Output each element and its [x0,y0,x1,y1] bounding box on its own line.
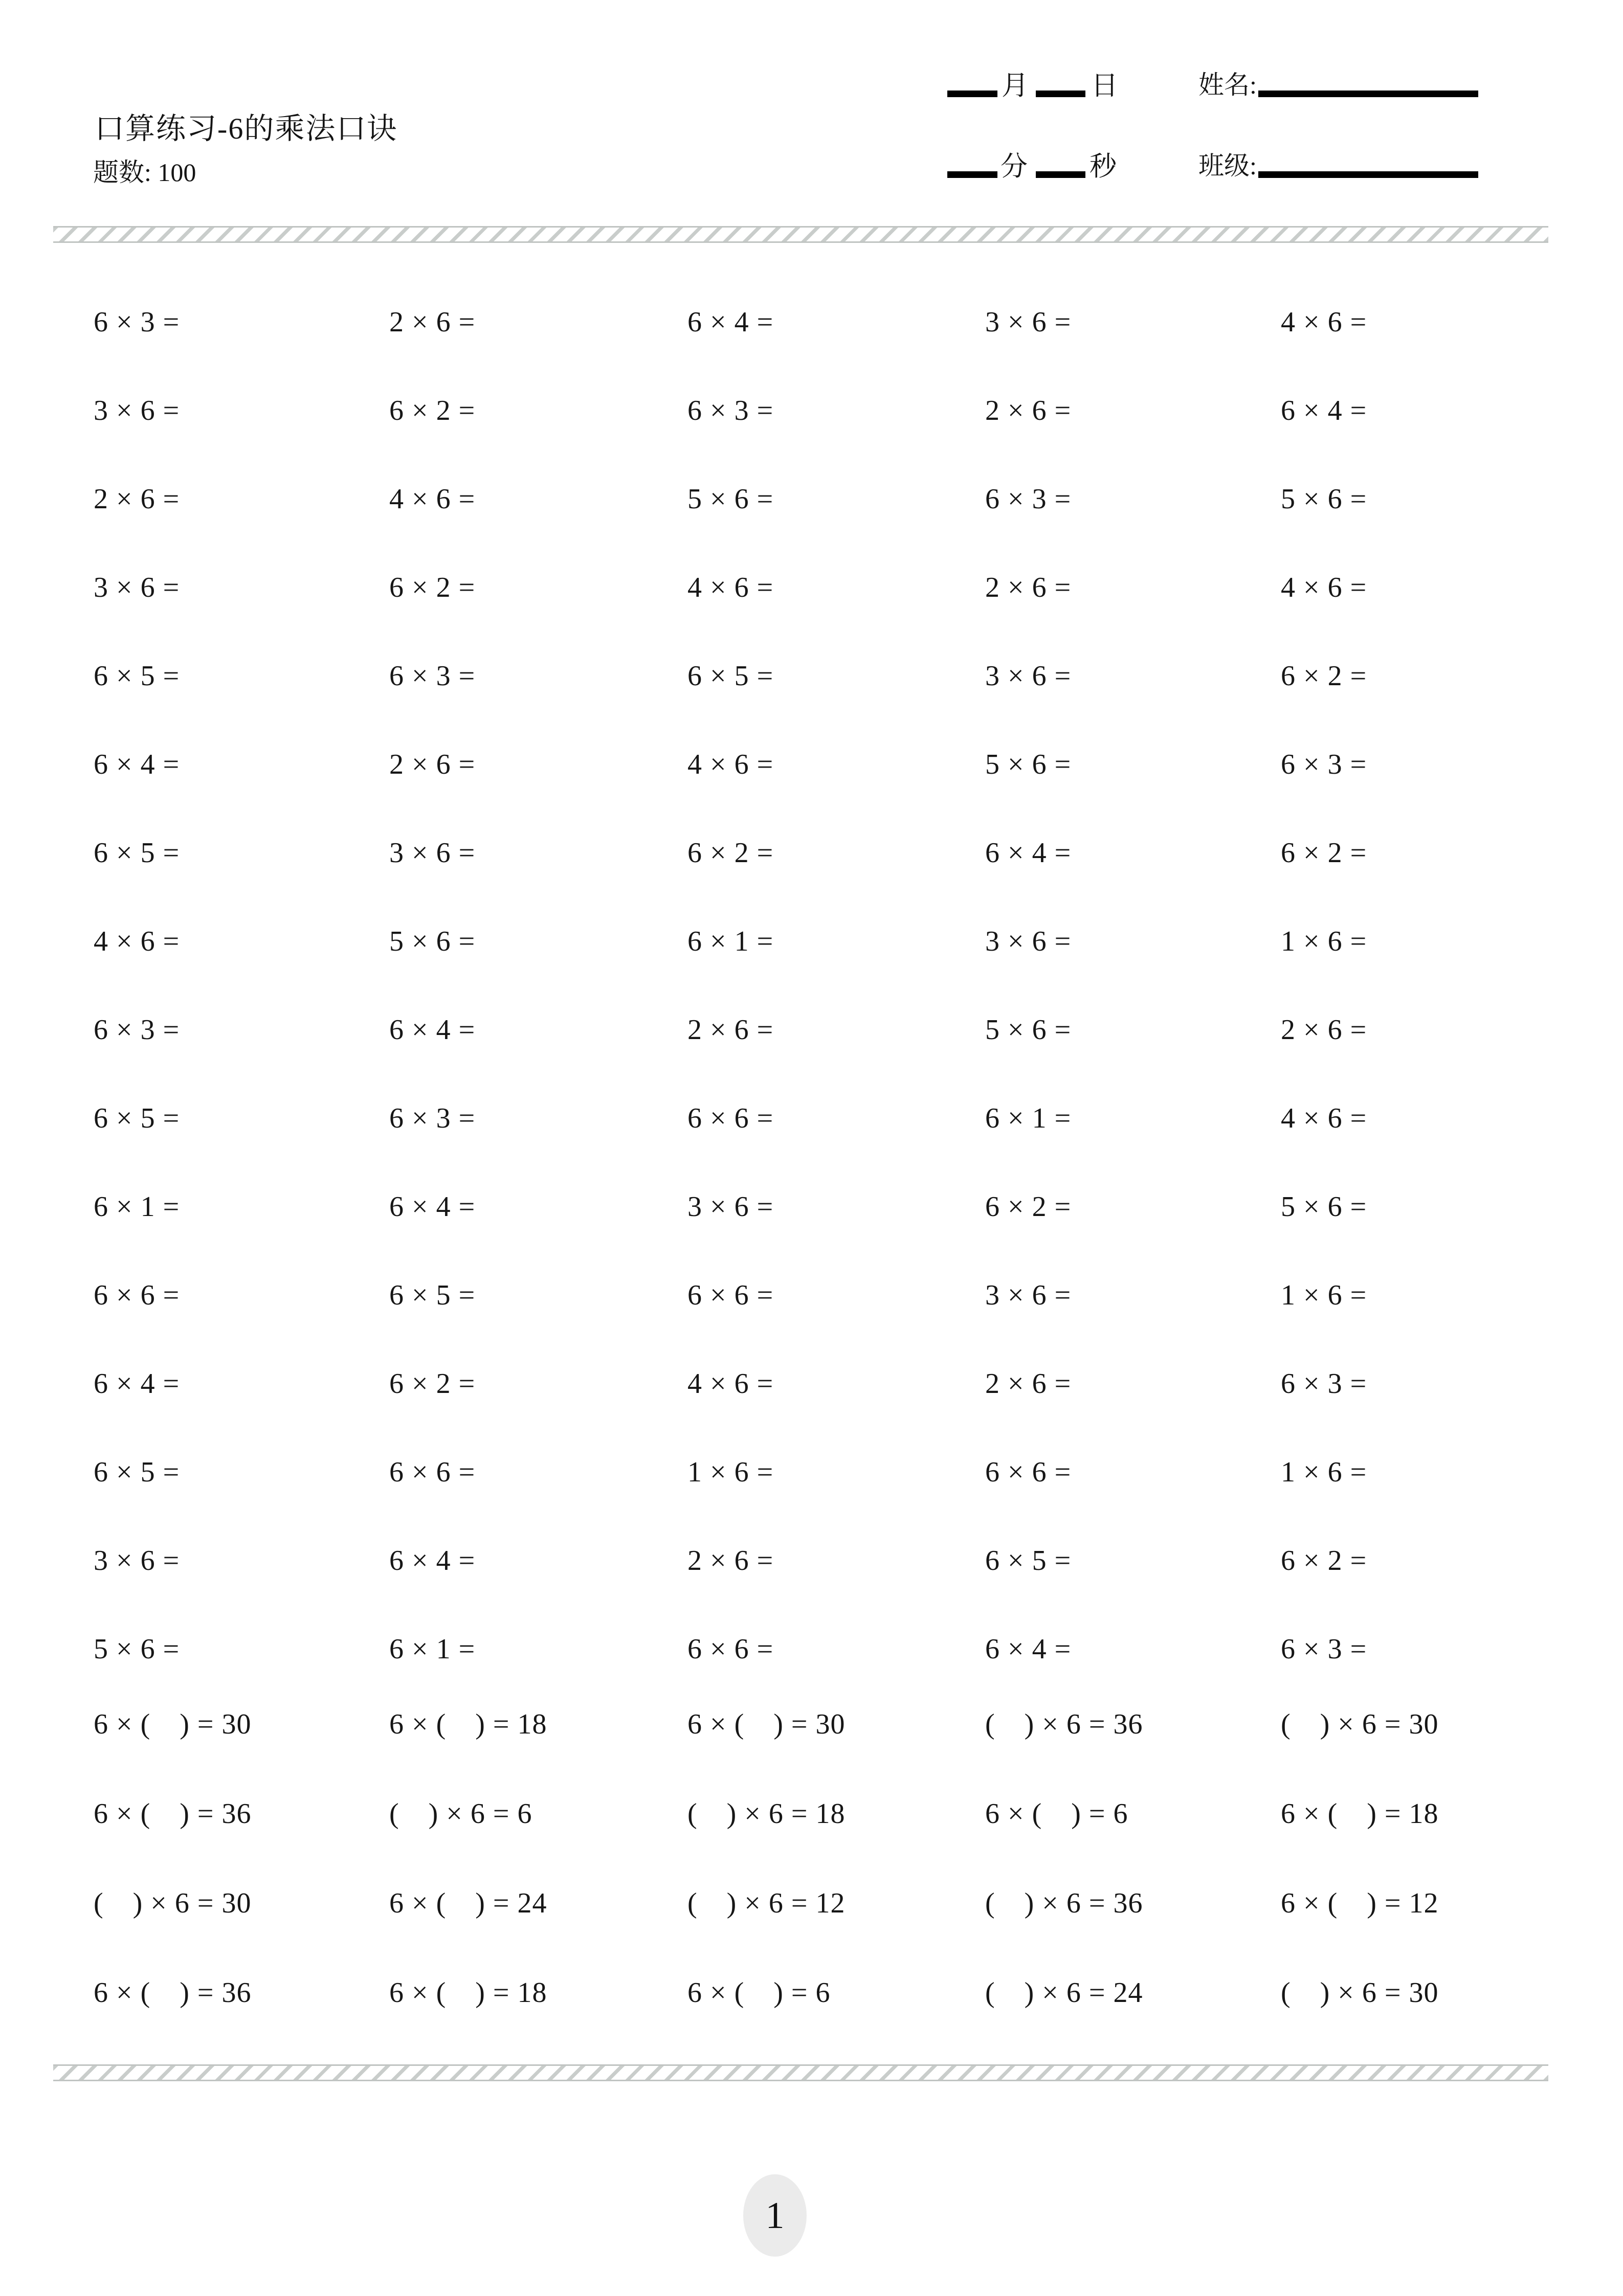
minute-label: 分 [1001,152,1028,182]
problem-cell: 4 × 6 = [94,926,180,957]
problem-cell: 3 × 6 = [985,306,1072,338]
second-blank-line [1036,171,1085,178]
day-blank-line [1036,91,1085,97]
problem-cell: 6 × ( ) = 18 [389,1977,547,2009]
name-blank-line [1258,91,1478,97]
problem-cell: 1 × 6 = [1281,926,1367,957]
problem-cell: 6 × ( ) = 24 [389,1887,547,1919]
problem-cell: 2 × 6 = [985,1368,1072,1400]
top-divider [53,226,1548,243]
month-blank-line [947,91,997,97]
problem-cell: 6 × 6 = [985,1456,1072,1488]
problem-cell: 3 × 6 = [985,660,1072,692]
problem-cell: 6 × 4 = [985,1633,1072,1665]
problem-cell: 6 × 2 = [687,837,774,869]
problem-cell: 6 × ( ) = 30 [94,1708,252,1740]
problem-cell: ( ) × 6 = 18 [687,1798,846,1830]
problem-cell: 6 × 2 = [389,1368,476,1400]
problem-cell: 2 × 6 = [687,1014,774,1046]
problem-cell: 6 × ( ) = 6 [687,1977,831,2009]
problem-cell: 3 × 6 = [687,1191,774,1223]
problem-cell: ( ) × 6 = 36 [985,1708,1143,1740]
problem-cell: 6 × 1 = [94,1191,180,1223]
problem-cell: 4 × 6 = [389,483,476,515]
problem-cell: 6 × ( ) = 18 [1281,1798,1439,1830]
problem-cell: 3 × 6 = [985,1279,1072,1311]
problem-cell: ( ) × 6 = 30 [94,1887,252,1919]
problem-cell: 1 × 6 = [687,1456,774,1488]
page-number: 1 [765,2194,785,2237]
problem-cell: 6 × 3 = [94,306,180,338]
problem-cell: 6 × ( ) = 36 [94,1977,252,2009]
problem-cell: 6 × 3 = [389,1102,476,1134]
problem-cell: 4 × 6 = [1281,572,1367,603]
problem-cell: 6 × 5 = [94,1102,180,1134]
problem-cell: 6 × ( ) = 12 [1281,1887,1439,1919]
problem-cell: 6 × 6 = [687,1633,774,1665]
class-blank-line [1258,171,1478,178]
problem-cell: 6 × 4 = [1281,395,1367,426]
name-label: 姓名: [1198,71,1257,99]
problem-cell: 2 × 6 = [389,749,476,780]
problem-cell: 6 × 5 = [94,1456,180,1488]
problem-cell: 1 × 6 = [1281,1279,1367,1311]
problem-cell: 6 × 4 = [985,837,1072,869]
problem-cell: 4 × 6 = [687,1368,774,1400]
problem-cell: 2 × 6 = [687,1545,774,1577]
problem-cell: 6 × ( ) = 18 [389,1708,547,1740]
problem-cell: 1 × 6 = [1281,1456,1367,1488]
problem-cell: 4 × 6 = [1281,1102,1367,1134]
problem-cell: 6 × 1 = [687,926,774,957]
problem-cell: ( ) × 6 = 36 [985,1887,1143,1919]
problem-cell: 6 × ( ) = 30 [687,1708,846,1740]
problem-cell: 6 × 4 = [94,1368,180,1400]
problem-cell: 6 × 4 = [389,1014,476,1046]
second-label: 秒 [1090,152,1117,182]
problem-cell: ( ) × 6 = 12 [687,1887,846,1919]
problem-cell: 2 × 6 = [94,483,180,515]
page-number-badge [743,2174,807,2257]
problem-cell: 6 × 6 = [94,1279,180,1311]
problem-cell: 5 × 6 = [687,483,774,515]
problem-cell: 5 × 6 = [1281,483,1367,515]
problem-cell: 6 × 2 = [1281,660,1367,692]
bottom-divider [53,2064,1548,2081]
problem-cell: 2 × 6 = [985,395,1072,426]
problem-cell: 6 × 2 = [985,1191,1072,1223]
problem-cell: 4 × 6 = [687,749,774,780]
problem-cell: 6 × 3 = [389,660,476,692]
problem-cell: 6 × 6 = [389,1456,476,1488]
problem-cell: 5 × 6 = [985,1014,1072,1046]
problem-cell: 6 × 2 = [1281,1545,1367,1577]
problem-cell: ( ) × 6 = 30 [1281,1708,1439,1740]
problem-cell: 6 × 6 = [687,1279,774,1311]
problem-cell: 5 × 6 = [1281,1191,1367,1223]
problem-cell: 3 × 6 = [94,1545,180,1577]
day-label: 日 [1091,71,1118,101]
problem-cell: 6 × 1 = [389,1633,476,1665]
problem-cell: 6 × 2 = [389,395,476,426]
problem-cell: 6 × 5 = [94,660,180,692]
class-label: 班级: [1198,151,1257,180]
problem-cell: 6 × ( ) = 36 [94,1798,252,1830]
minute-blank-line [947,171,997,178]
page-title: 口算练习-6的乘法口诀 [95,112,398,145]
problem-cell: ( ) × 6 = 6 [389,1798,532,1830]
problem-cell: 5 × 6 = [389,926,476,957]
problem-cell: 6 × 5 = [687,660,774,692]
problem-cell: 6 × 3 = [687,395,774,426]
problem-cell: 3 × 6 = [389,837,476,869]
problem-cell: 6 × 4 = [94,749,180,780]
problem-cell: 6 × 1 = [985,1102,1072,1134]
problem-cell: 6 × 4 = [389,1191,476,1223]
problem-cell: 6 × 3 = [1281,1368,1367,1400]
problem-cell: 6 × 4 = [687,306,774,338]
problem-cell: 6 × 3 = [1281,1633,1367,1665]
problem-cell: 3 × 6 = [94,572,180,603]
problem-cell: 3 × 6 = [94,395,180,426]
problem-cell: ( ) × 6 = 24 [985,1977,1143,2009]
problem-cell: ( ) × 6 = 30 [1281,1977,1439,2009]
problem-cell: 6 × 2 = [1281,837,1367,869]
problem-cell: 6 × 3 = [94,1014,180,1046]
problem-cell: 6 × 5 = [94,837,180,869]
month-label: 月 [1002,71,1029,101]
problem-cell: 6 × 3 = [1281,749,1367,780]
problem-cell: 6 × 5 = [389,1279,476,1311]
problem-cell: 4 × 6 = [687,572,774,603]
problem-cell: 4 × 6 = [1281,306,1367,338]
problem-cell: 5 × 6 = [94,1633,180,1665]
problem-count: 题数: 100 [93,158,196,187]
problem-cell: 2 × 6 = [985,572,1072,603]
problem-cell: 6 × 2 = [389,572,476,603]
problem-cell: 6 × ( ) = 6 [985,1798,1128,1830]
problem-cell: 5 × 6 = [985,749,1072,780]
problem-cell: 6 × 6 = [687,1102,774,1134]
problem-cell: 6 × 4 = [389,1545,476,1577]
problem-cell: 3 × 6 = [985,926,1072,957]
problem-cell: 2 × 6 = [389,306,476,338]
problem-cell: 2 × 6 = [1281,1014,1367,1046]
problem-cell: 6 × 3 = [985,483,1072,515]
problem-cell: 6 × 5 = [985,1545,1072,1577]
